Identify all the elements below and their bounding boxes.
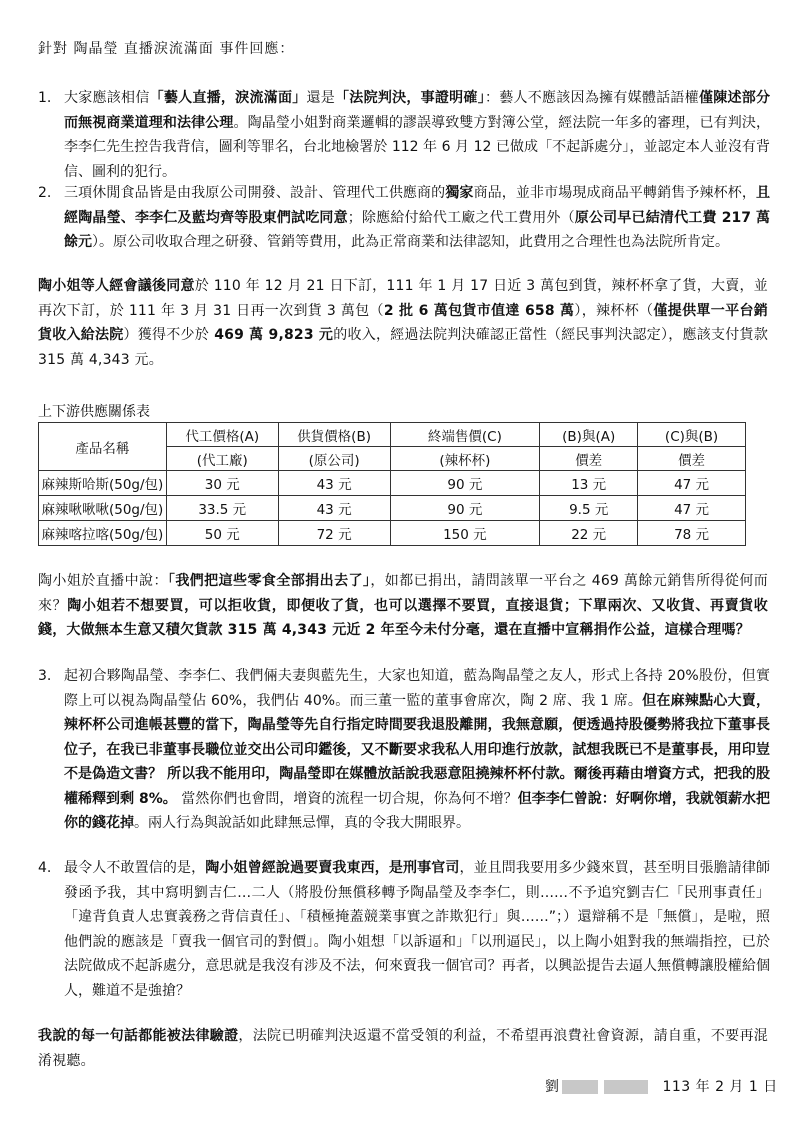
text-run: ；除應給付給代工廠之代工費用外（ xyxy=(347,209,575,226)
text-run: 陶小姐於直播中說： xyxy=(38,573,168,589)
table-cell: 78 元 xyxy=(638,521,746,546)
text-run: 三項休閒食品皆是由我原公司開發、設計、管理代工供應商的 xyxy=(64,185,446,201)
bold-run: 我說的每一句話都能被法律驗證 xyxy=(38,1028,239,1044)
text-run: 。兩人行為與說話如此肆無忌憚，真的令我大開眼界。 xyxy=(134,815,470,831)
table-cell: 麻辣斯哈斯(50g/包) xyxy=(39,471,167,496)
text-run: 。陶晶瑩小姐對商業邏輯的謬誤導致雙方對簿公堂，經法院一年多的審理，已有判決，李李仁先生控告我背信，圖利等罪名，台北地檢署於 112 年 6 月 12 已做成「不起訴處分」，並認定本人並沒有背信、圖利的犯行。 xyxy=(64,114,770,180)
table-row xyxy=(39,521,746,546)
point-4 xyxy=(38,856,770,1003)
point-number: 3. xyxy=(38,668,52,684)
table-cell: 22 元 xyxy=(540,521,638,546)
table-cell: 72 元 xyxy=(278,521,390,546)
table-caption: 上下游供應關係表 xyxy=(38,404,150,420)
signature-name: 劉 xyxy=(545,1079,560,1095)
bold-run: 469 萬 9,823 元 xyxy=(209,327,334,343)
bold-run: 且經陶晶瑩、李李仁及藍均齊等股東們試吃同意 xyxy=(64,185,771,226)
table-cell: 90 元 xyxy=(390,496,540,521)
text-run: 的收入，經過法院判決確認正當性（經民事判決認定），應該支付貨款 315 萬 4,343 元。 xyxy=(38,327,769,368)
bold-run: 僅提供單一平台銷貨收入給法院 xyxy=(38,302,768,343)
supply-chain-table xyxy=(38,422,746,546)
table-cell: 43 元 xyxy=(278,496,390,521)
table-cell: 150 元 xyxy=(390,521,540,546)
table-header-row-1 xyxy=(39,423,746,447)
header-cell: 產品名稱 xyxy=(39,423,167,471)
bold-run: 「藝人直播，淚流滿面」 xyxy=(149,90,307,106)
point-text xyxy=(64,181,770,255)
bold-run: 獨家 xyxy=(445,185,474,201)
point-number: 2. xyxy=(38,185,52,201)
bold-run: 但在麻辣點心大賣，辣杯杯公司進帳甚豐的當下，陶晶瑩等先自行指定時間要我退股離開，我無意願，便透過持股優勢將我拉下董事長位子，在我已非董事長職位並交出公司印鑑後，又不斷要求我私人用印進行放款，試想我既已不是董事長，用印豈不是偽造文書？ 所以我不能用印，陶晶瑩即在媒體放話說我惡意阻撓辣杯杯付款。爾後再藉由增資方式，把我的股權稀釋到剩 8%。 xyxy=(64,692,771,807)
point-text xyxy=(64,856,770,1003)
redacted-name-block xyxy=(604,1080,648,1094)
text-run: ），辣杯杯（ xyxy=(574,302,654,319)
point-2 xyxy=(38,181,770,255)
bold-run: 但李李仁曾說：好啊你增，我就領薪水把你的錢花掉 xyxy=(64,790,771,831)
bold-run: 「我們把這些零食全部捐出去了」 xyxy=(167,573,371,589)
table-row xyxy=(39,471,746,496)
point-number: 1. xyxy=(38,90,52,106)
document-intro: 針對 陶晶瑩 直播淚流滿面 事件回應： xyxy=(38,41,295,57)
table-row xyxy=(39,496,746,521)
table-cell: 50 元 xyxy=(166,521,278,546)
closing-statement xyxy=(38,1024,768,1073)
text-run: ）。原公司收取合理之研發、管銷等費用，此為正常商業和法律認知，此費用之合理性也為法院所肯定。 xyxy=(92,234,729,250)
header-cell: 供貨價格(B) xyxy=(278,423,390,447)
table-cell: 90 元 xyxy=(390,471,540,496)
table-cell: 30 元 xyxy=(166,471,278,496)
table-cell: 麻辣啾啾啾(50g/包) xyxy=(39,496,167,521)
header-cell: (C)與(B) xyxy=(638,423,746,447)
point-number: 4. xyxy=(38,860,52,876)
table-cell: 47 元 xyxy=(638,496,746,521)
table-cell: 33.5 元 xyxy=(166,496,278,521)
table-cell: 麻辣喀拉喀(50g/包) xyxy=(39,521,167,546)
text-run: ，並且問我要用多少錢來買，甚至明目張膽請律師發函予我，其中寫明劉吉仁…二人（將股份無償移轉予陶晶瑩及李李仁，則……不予追究劉吉仁「民刑事責任」「違背負責人忠實義務之背信責任」、「積極掩蓋競業事實之詐欺犯行」與……”；）還辯稱不是「無償」，是啦，照他們說的應該是「賣我一個官司的對價」。陶小姐想「以訴逼和」「以刑逼民」，以上陶小姐對我的無端指控，已於法院做成不起訴處分，意思就是我沒有涉及不法，何來賣我一個官司？再者，以興訟提告去逼人無償轉讓股權給個人，難道不是強搶？ xyxy=(64,860,771,999)
paragraph-orders xyxy=(38,274,768,372)
text-run: 於 110 年 12 月 21 日下訂，111 年 1 月 17 日近 3 萬包到貨，辣杯杯拿了貨，大賣，並再次下訂，於 111 年 3 月 31 日再一次到貨 3 萬包（ xyxy=(38,278,769,319)
table-cell: 13 元 xyxy=(540,471,638,496)
text-run: 還是 xyxy=(306,90,336,106)
header-cell: 代工價格(A) xyxy=(166,423,278,447)
bold-run: 原公司早已結清代工費 217 萬餘元 xyxy=(64,209,771,250)
table-cell: 43 元 xyxy=(278,471,390,496)
table-cell: 47 元 xyxy=(638,471,746,496)
point-text xyxy=(64,86,770,184)
signature-line xyxy=(545,1076,778,1096)
text-run: 起初合夥陶晶瑩、李李仁、我們倆夫妻與藍先生，大家也知道，藍為陶晶瑩之友人，形式上各持 20%股份，但實際上可以視為陶晶瑩佔 60%，我們佔 40%。而三董一監的董事會席次，陶 2 席、我 1 席。 xyxy=(64,668,770,709)
header-cell: 價差 xyxy=(540,447,638,471)
signature-date: 113 年 2 月 1 日 xyxy=(662,1079,778,1095)
paragraph-livestream xyxy=(38,569,768,643)
header-cell: (辣杯杯) xyxy=(390,447,540,471)
table-cell: 9.5 元 xyxy=(540,496,638,521)
bold-run: 陶小姐若不想要買，可以拒收貨，即便收了貨，也可以選擇不要買，直接退貨；下單兩次、又收貨、再賣貨收錢，大做無本生意又積欠貨款 315 萬 4,343 元近 2 年至今未付分毫，還在直播中宣稱捐作公益，這樣合理嗎？ xyxy=(38,597,768,638)
point-text xyxy=(64,664,770,836)
header-cell: (代工廠) xyxy=(166,447,278,471)
redacted-name-block xyxy=(562,1080,598,1094)
point-1 xyxy=(38,86,770,184)
bold-run: 2 批 6 萬包貨市值達 658 萬 xyxy=(383,302,575,319)
header-cell: (原公司) xyxy=(278,447,390,471)
bold-run: 「法院判決，事證明確」 xyxy=(335,90,485,106)
point-3 xyxy=(38,664,770,836)
header-cell: 終端售價(C) xyxy=(390,423,540,447)
text-run: 當然你們也會問，增資的流程一切合規，你為何不增？ xyxy=(176,790,518,807)
text-run: 最令人不敢置信的是， xyxy=(64,860,206,876)
bold-run: 陶小姐等人經會議後同意 xyxy=(38,278,195,294)
text-run: 大家應該相信 xyxy=(64,90,150,106)
text-run: ，法院已明確判決返還不當受領的利益，不希望再浪費社會資源，請自重，不要再混淆視聽。 xyxy=(38,1028,768,1069)
text-run: ）獲得不少於 xyxy=(123,327,210,343)
text-run: 商品，並非市場現成商品平轉銷售予辣杯杯， xyxy=(473,185,757,201)
bold-run: 陶小姐曾經說過要賣我東西，是刑事官司 xyxy=(205,860,460,876)
header-cell: 價差 xyxy=(638,447,746,471)
header-cell: (B)與(A) xyxy=(540,423,638,447)
text-run: ：藝人不應該因為擁有媒體話語權 xyxy=(484,90,699,106)
bold-run: 僅陳述部分而無視商業道理和法律公理 xyxy=(64,90,771,131)
text-run: ，如都已捐出，請問該單一平台之 469 萬餘元銷售所得從何而來？ xyxy=(38,573,768,614)
